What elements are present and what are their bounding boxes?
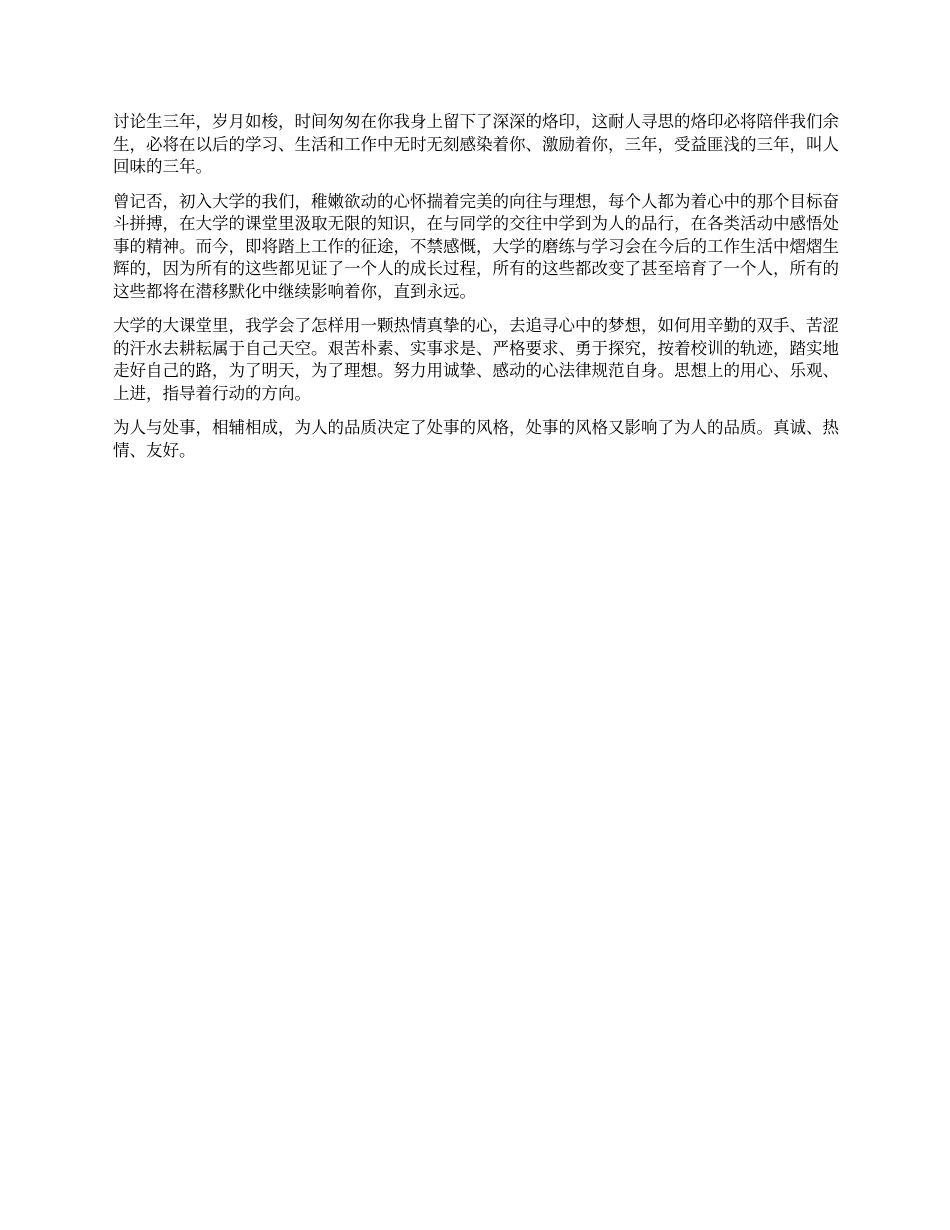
paragraph-3: 大学的大课堂里，我学会了怎样用一颗热情真挚的心，去追寻心中的梦想，如何用辛勤的双手、苦涩的汗水去耕耘属于自己天空。艰苦朴素、实事求是、严格要求、勇于探究，按着校训的轨迹，踏实地走好自己的路，为了明天，为了理想。努力用诚挚、感动的心法律规范自身。思想上的用心、乐观、上进，指导着行动的方向。 xyxy=(113,316,839,403)
paragraph-2: 曾记否，初入大学的我们，稚嫩欲动的心怀揣着完美的向往与理想，每个人都为着心中的那个目标奋斗拼搏，在大学的课堂里汲取无限的知识，在与同学的交往中学到为人的品行，在各类活动中感悟处事的精神。而今，即将踏上工作的征途，不禁感慨，大学的磨练与学习会在今后的工作生活中熠熠生辉的，因为所有的这些都见证了一个人的成长过程，所有的这些都改变了甚至培育了一个人，所有的这些都将在潜移默化中继续影响着你，直到永远。 xyxy=(113,191,839,301)
paragraph-1: 讨论生三年，岁月如梭，时间匆匆在你我身上留下了深深的烙印，这耐人寻思的烙印必将陪伴我们余生，必将在以后的学习、生活和工作中无时无刻感染着你、激励着你，三年，受益匪浅的三年，叫人回味的三年。 xyxy=(113,112,839,176)
document-body xyxy=(113,111,841,474)
paragraph-4: 为人与处事，相辅相成，为人的品质决定了处事的风格，处事的风格又影响了为人的品质。真诚、热情、友好。 xyxy=(113,418,839,460)
